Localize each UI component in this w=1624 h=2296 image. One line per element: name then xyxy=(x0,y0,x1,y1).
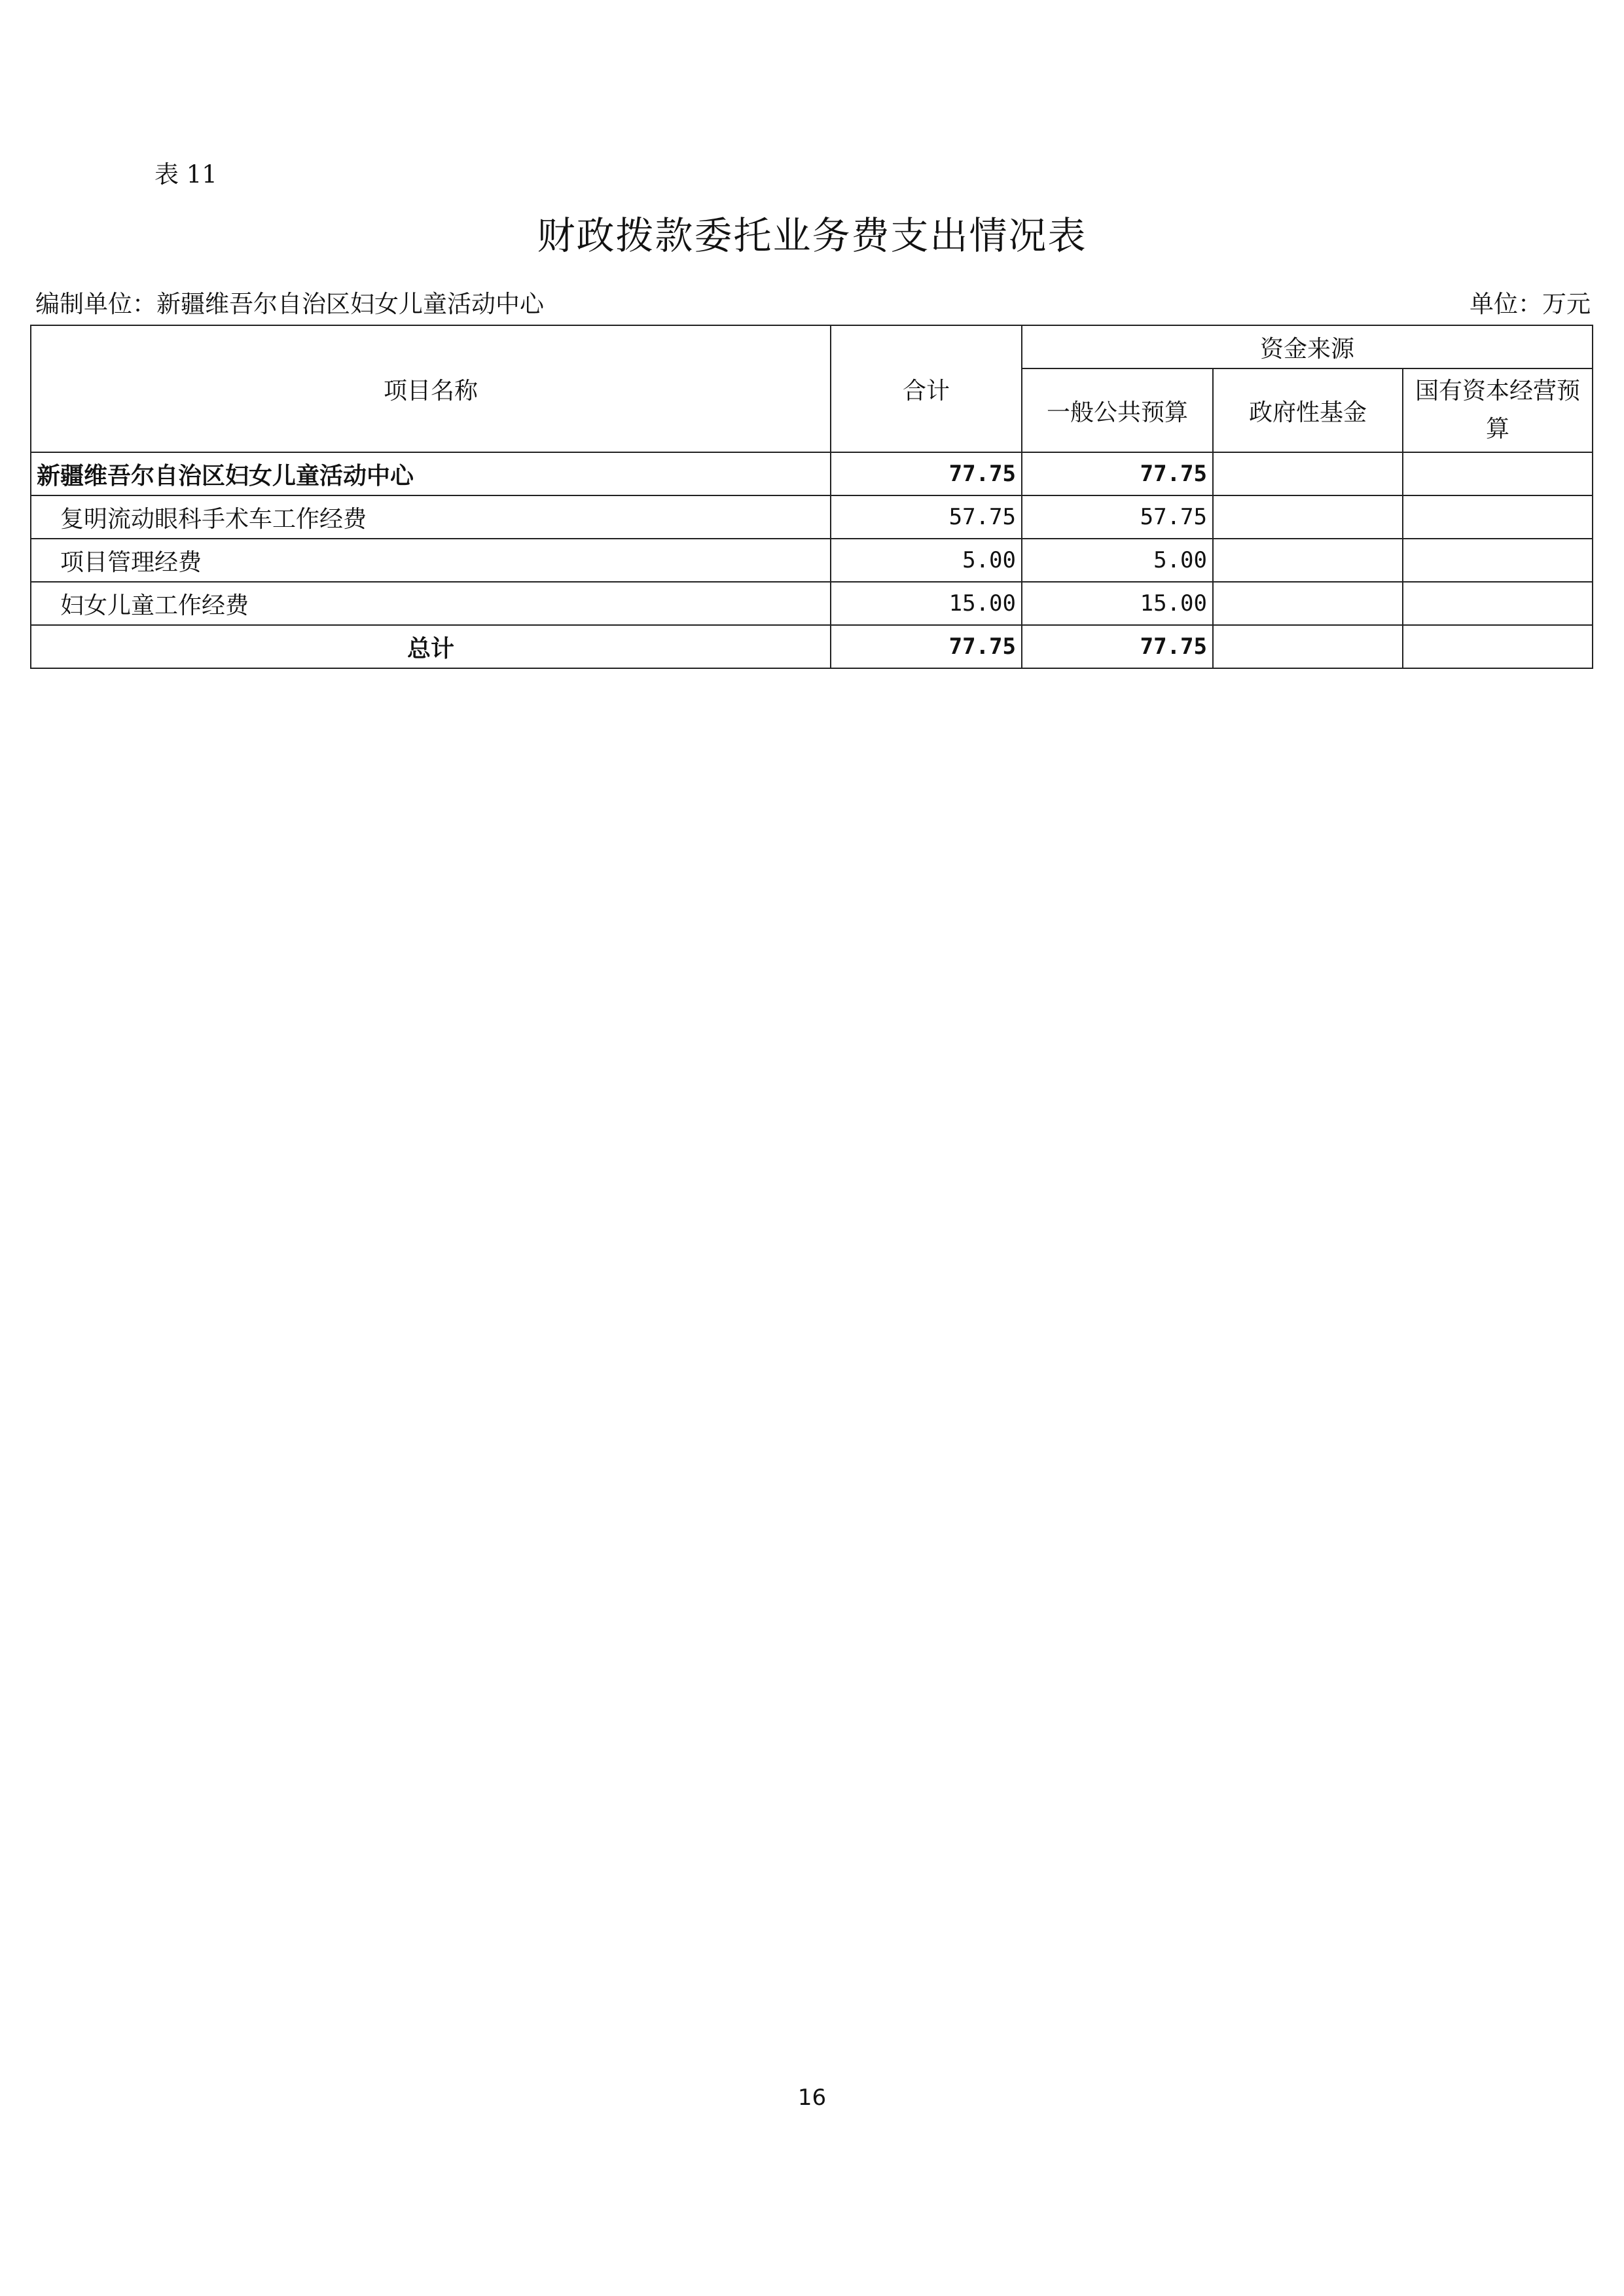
meta-row xyxy=(31,288,1591,321)
row-gov-fund xyxy=(1213,539,1403,582)
row-state-capital xyxy=(1403,582,1593,625)
row-gov-fund xyxy=(1213,495,1403,539)
total-state-capital xyxy=(1403,625,1593,668)
column-header-state-capital: 国有资本经营预算 xyxy=(1403,368,1593,452)
row-name: 复明流动眼科手术车工作经费 xyxy=(31,495,831,539)
expenditure-table xyxy=(30,325,1593,669)
row-general-budget: 15.00 xyxy=(1022,582,1213,625)
column-header-gov-fund: 政府性基金 xyxy=(1213,368,1403,452)
table-row xyxy=(31,452,1593,495)
row-total: 77.75 xyxy=(831,452,1022,495)
row-total: 57.75 xyxy=(831,495,1022,539)
total-row xyxy=(31,625,1593,668)
row-state-capital xyxy=(1403,452,1593,495)
column-header-funding-source: 资金来源 xyxy=(1022,325,1593,368)
column-header-project-name: 项目名称 xyxy=(31,325,831,452)
row-name: 新疆维吾尔自治区妇女儿童活动中心 xyxy=(31,452,831,495)
row-name: 项目管理经费 xyxy=(31,539,831,582)
page-number: 16 xyxy=(797,2085,827,2111)
table-number: 表 11 xyxy=(154,160,217,188)
page-title: 财政拨款委托业务费支出情况表 xyxy=(537,213,1087,258)
row-state-capital xyxy=(1403,495,1593,539)
total-gov-fund xyxy=(1213,625,1403,668)
total-label: 总计 xyxy=(31,625,831,668)
compiling-unit-label: 编制单位： xyxy=(35,290,156,318)
row-general-budget: 57.75 xyxy=(1022,495,1213,539)
row-name: 妇女儿童工作经费 xyxy=(31,582,831,625)
table-row xyxy=(31,539,1593,582)
total-general-budget: 77.75 xyxy=(1022,625,1213,668)
row-gov-fund xyxy=(1213,452,1403,495)
column-header-total: 合计 xyxy=(831,325,1022,452)
row-general-budget: 77.75 xyxy=(1022,452,1213,495)
column-header-general-budget: 一般公共预算 xyxy=(1022,368,1213,452)
compiling-unit-value: 新疆维吾尔自治区妇女儿童活动中心 xyxy=(156,290,544,318)
table-row xyxy=(31,495,1593,539)
row-total: 15.00 xyxy=(831,582,1022,625)
currency-unit: 单位：万元 xyxy=(1470,290,1591,318)
compiling-unit xyxy=(35,288,544,321)
row-gov-fund xyxy=(1213,582,1403,625)
total-amount: 77.75 xyxy=(831,625,1022,668)
row-total: 5.00 xyxy=(831,539,1022,582)
table-row xyxy=(31,582,1593,625)
row-general-budget: 5.00 xyxy=(1022,539,1213,582)
row-state-capital xyxy=(1403,539,1593,582)
